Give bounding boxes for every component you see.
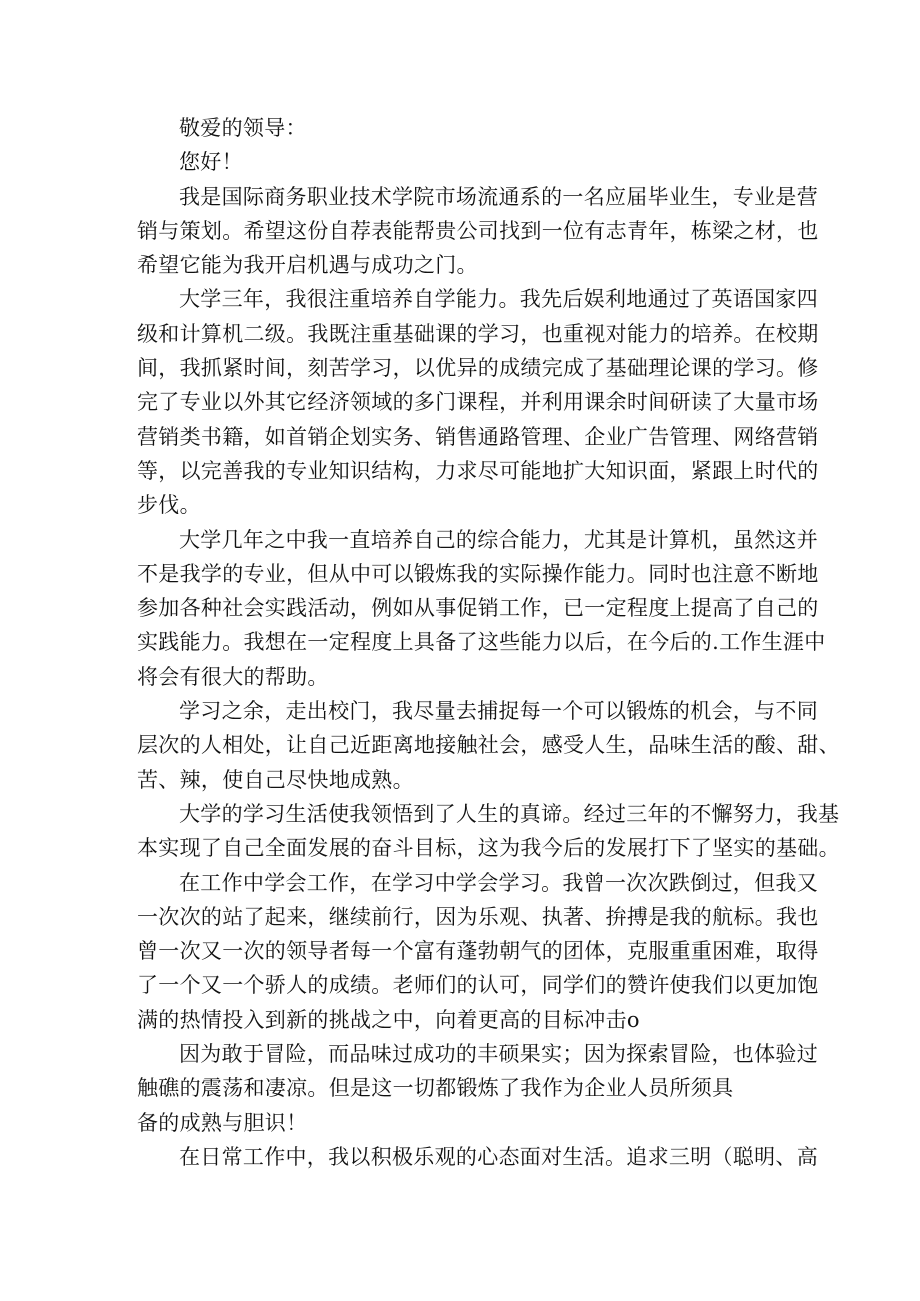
paragraph-line: 满的热情投入到新的挑战之中，向着更高的目标冲击o	[137, 1007, 640, 1032]
paragraph-line: 本实现了自己全面发展的奋斗目标，这为我今后的发展打下了坚实的基础。	[137, 836, 840, 861]
paragraph-line: 触礁的震荡和凄凉。但是这一切都锻炼了我作为企业人员所须具	[137, 1076, 734, 1101]
letter-body	[137, 111, 840, 1174]
paragraph-line: 大学的学习生活使我领悟到了人生的真谛。经过三年的不懈努力，我基	[179, 801, 840, 826]
paragraph-line: 间，我抓紧时间，刻苦学习，以优异的成绩完成了基础理论课的学习。修	[137, 356, 819, 381]
paragraph-line: 在工作中学会工作，在学习中学会学习。我曾一次次跌倒过，但我又	[179, 870, 818, 895]
salutation: 敬爱的领导：	[179, 116, 307, 140]
paragraph-line: 参加各种社会实践活动，例如从事促销工作，已一定程度上提高了自己的	[137, 596, 819, 621]
paragraph-line: 备的成熟与胆识！	[137, 1110, 308, 1135]
paragraph-line: 营销类书籍，如首销企划实务、销售通路管理、企业广告管理、网络营销	[137, 424, 819, 449]
paragraph-line: 我是国际商务职业技术学院市场流通系的一名应届毕业生，专业是营	[179, 184, 818, 209]
greeting: 您好！	[179, 150, 243, 175]
paragraph	[137, 866, 819, 1037]
paragraph-line: 等，以完善我的专业知识结构，力求尽可能地扩大知识面，紧跟上时代的	[137, 458, 819, 483]
paragraph-line: 步伐。	[137, 493, 201, 518]
paragraph-line: 层次的人相处，让自己近距离地接触社会，感受人生，品味生活的酸、甜、	[137, 733, 840, 758]
paragraph-line: 苦、辣，使自己尽快地成熟。	[137, 767, 414, 792]
paragraph-line: 大学三年，我很注重培养自学能力。我先后娱利地通过了英语国家四	[179, 287, 818, 312]
paragraph-line: 大学几年之中我一直培养自己的综合能力，尤其是计算机，虽然这并	[179, 527, 818, 552]
paragraph-line: 曾一次又一次的领导者每一个富有蓬勃朝气的团体，克服重重困难，取得	[137, 939, 819, 964]
paragraph	[137, 282, 819, 522]
paragraph-line: 在日常工作中，我以积极乐观的心态面对生活。追求三明（聪明、高	[179, 1144, 818, 1169]
paragraph-line: 因为敢于冒险，而品味过成功的丰硕果实；因为探索冒险，也体验过	[179, 1042, 818, 1067]
paragraph-line: 了一个又一个骄人的成绩。老师们的认可，同学们的赞许使我们以更加饱	[137, 973, 819, 998]
paragraph	[137, 694, 840, 797]
paragraph	[137, 1037, 818, 1140]
paragraph-line: 希望它能为我开启机遇与成功之门。	[137, 253, 478, 278]
paragraph-line: 学习之余，走出校门，我尽量去捕捉每一个可以锻炼的机会，与不同	[179, 699, 818, 724]
paragraph-line: 一次次的站了起来，继续前行，因为乐观、执著、拚搏是我的航标。我也	[137, 904, 819, 929]
paragraph	[137, 523, 826, 694]
paragraph	[137, 180, 819, 283]
paragraph-line: 级和计算机二级。我既注重基础课的学习，也重视对能力的培养。在校期	[137, 321, 819, 346]
paragraph-line: 不是我学的专业，但从中可以锻炼我的实际操作能力。同时也注意不断地	[137, 561, 819, 586]
paragraph-line: 将会有很大的帮助。	[137, 664, 329, 689]
paragraph	[137, 1140, 818, 1174]
paragraph-line: 完了专业以外其它经济领域的多门课程，并利用课余时间研读了大量市场	[137, 390, 819, 415]
paragraph	[137, 797, 840, 866]
paragraph-line: 销与策划。希望这份自荐表能帮贵公司找到一位有志青年，栋梁之材，也	[137, 218, 819, 243]
paragraph-line: 实践能力。我想在一定程度上具备了这些能力以后，在今后的.工作生涯中	[137, 630, 826, 655]
